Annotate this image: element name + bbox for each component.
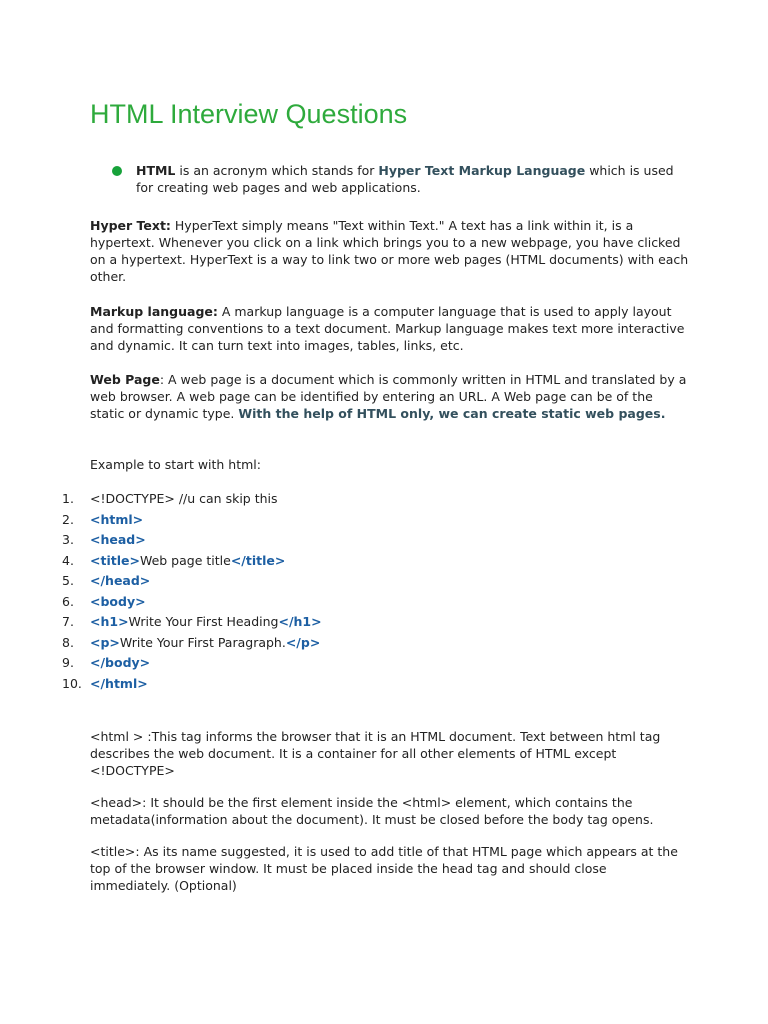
markup-label: Markup language: [90, 304, 218, 319]
html-tag-description [90, 728, 690, 779]
code-line: 9. </body> [62, 655, 151, 670]
html-definition-part2: which is used for creating web pages and web applications. [136, 163, 674, 195]
code-line: 6. <body> [62, 593, 146, 609]
html-definition-part1: is an acronym which stands for [175, 163, 379, 178]
hypertext-text: HyperText simply means "Text within Text." A text has a link within it, is a hypertext. Whenever you click on a link which brings you to a new webpage, you have clicked on a hypertext. HyperText is a way to link two or more web pages (HTML documents) with each other. [90, 218, 689, 284]
code-line: 4. <title>Web page title</title> [62, 552, 286, 568]
code-line: 7. <h1>Write Your First Heading</h1> [62, 614, 322, 629]
webpage-paragraph [90, 371, 690, 422]
markup-paragraph [90, 303, 690, 354]
webpage-highlight: With the help of HTML only, we can create static web pages. [238, 406, 666, 421]
code-line: 3. <head> [62, 532, 146, 547]
title-tag-text: : As its name suggested, it is used to add title of that HTML page which appears at the top of the browser window. It must be placed inside the head tag and should close immediately. (Optional) [90, 844, 678, 893]
hypertext-paragraph [90, 217, 690, 285]
head-tag-name: <head> [90, 795, 143, 810]
bullet-dot-icon [112, 166, 122, 176]
code-line: 5. </head> [62, 573, 151, 588]
hypertext-label: Hyper Text: [90, 218, 171, 233]
html-definition-bullet [112, 162, 692, 196]
html-term: HTML [136, 163, 176, 178]
head-tag-text: : It should be the first element inside the <html> element, which contains the metadata(information about the document). It must be closed before the body tag opens. [90, 795, 654, 827]
code-line: 2. <html> [62, 511, 144, 527]
title-tag-description [90, 843, 690, 894]
webpage-label: Web Page [90, 372, 160, 387]
title-tag-name: <title> [90, 844, 136, 859]
html-tag-name: <html > [90, 729, 144, 744]
example-intro: Example to start with html: [90, 457, 261, 472]
page-title: HTML Interview Questions [90, 99, 408, 129]
markup-text: A markup language is a computer language that is used to apply layout and formatting conventions to a text document. Markup language makes text more interactive and dynamic. It can turn text into images, tables, links, etc. [90, 304, 685, 353]
code-example-list [62, 489, 322, 694]
webpage-text: : A web page is a document which is commonly written in HTML and translated by a web browser. A web page can be identified by entering an URL. A Web page can be of the static or dynamic type. [90, 372, 687, 421]
html-tag-text: :This tag informs the browser that it is an HTML document. Text between html tag describes the web document. It is a container for all other elements of HTML except <!DOCTYPE> [90, 729, 661, 778]
html-definition-text [136, 162, 692, 196]
code-line: 10. </html> [62, 675, 148, 691]
head-tag-description [90, 794, 690, 828]
code-line: 1. <!DOCTYPE> //u can skip this [62, 491, 278, 506]
html-expansion: Hyper Text Markup Language [378, 163, 586, 178]
code-line: 8. <p>Write Your First Paragraph.</p> [62, 634, 321, 650]
